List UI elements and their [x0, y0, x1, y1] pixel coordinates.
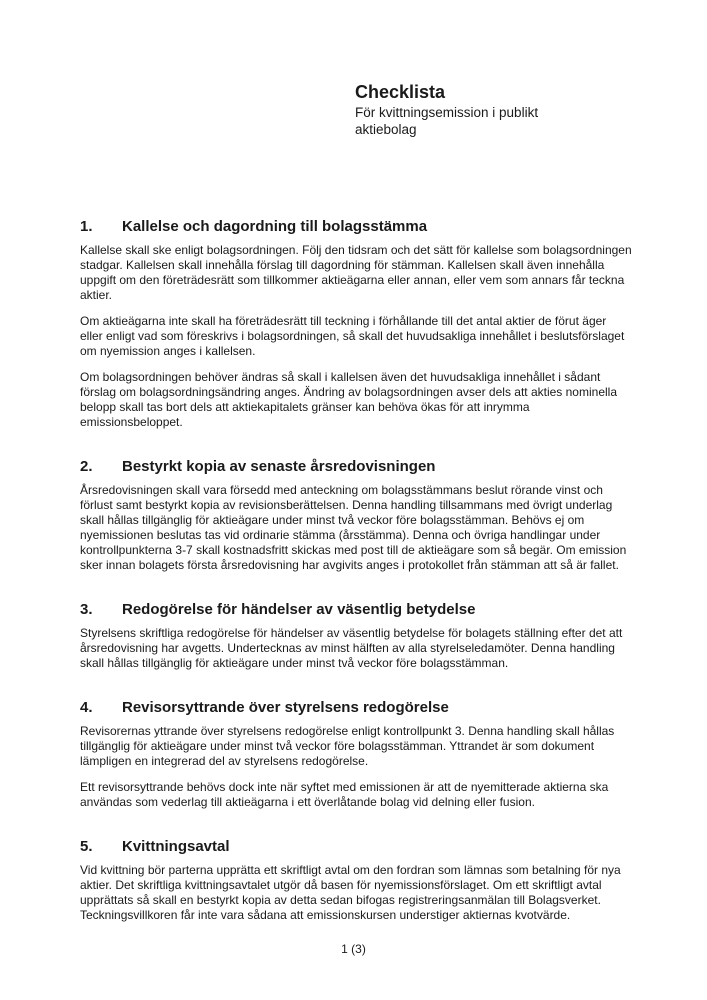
section-paragraph: Om bolagsordningen behöver ändras så skall i kallelsen även det huvudsakliga innehållet i sådant förslag om bolagsordningsändring anges. Ändring av bolagsordningen avser dels att akties nominella belopp skall tas bort dels att aktiekapitalets gränser kan behöva ökas för att inrymma emissionsbeloppet. — [80, 370, 617, 429]
section-paragraph: Styrelsens skriftliga redogörelse för händelser av väsentlig betydelse för bolagets ställning efter det att årsredovisning har avgetts. Undertecknas av minst hälften av alla styrelseledamöter. Denna handling skall hållas tillgänglig för aktieägare under minst två veckor före bolagsstämman. — [80, 626, 623, 670]
document-title: Checklista — [355, 82, 446, 102]
section-title: Kvittningsavtal — [122, 838, 230, 855]
section-title: Bestyrkt kopia av senaste årsredovisningen — [122, 458, 436, 475]
section-number: 4. — [80, 699, 93, 716]
section-5 — [80, 838, 632, 923]
page-number: 1 (3) — [341, 942, 366, 956]
section-paragraph: Ett revisorsyttrande behövs dock inte när syftet med emissionen är att de nyemitterade aktierna ska användas som vederlag till aktieägarna i ett överlåtande bolag vid delning eller fusion. — [80, 780, 609, 809]
section-5-heading — [80, 838, 632, 856]
section-paragraph: Revisorernas yttrande över styrelsens redogörelse enligt kontrollpunkt 3. Denna handling skall hållas tillgänglig för aktieägare under minst två veckor före bolagsstämman. Yttrandet är som dokument lämpligen en integrerad del av styrelsens redogörelse. — [80, 724, 615, 768]
section-1 — [80, 218, 632, 430]
section-3-heading — [80, 601, 632, 619]
section-title: Redogörelse för händelser av väsentlig betydelse — [122, 601, 476, 618]
section-paragraph: Årsredovisningen skall vara försedd med anteckning om bolagsstämmans beslut rörande vinst och förlust samt bestyrkt kopia av revisionsberättelsen. Denna handling tillsammans med övrigt underlag skall hållas tillgänglig för aktieägare under minst två veckor före bolagsstämman. Behövs ej om nyemissionen beslutas tas vid ordinarie stämma (årsstämma). Denna och övriga handlingar under kontrollpunkterna 3-7 skall kostnadsfritt skickas med post till de aktieägare som så begär. Om emission sker innan bolagets första årsredovisning har avgivits anges i protokollet från stämman att så är fallet. — [80, 483, 627, 572]
section-3 — [80, 601, 632, 671]
section-number: 5. — [80, 838, 93, 855]
section-4 — [80, 699, 632, 810]
section-paragraph: Kallelse skall ske enligt bolagsordningen. Följ den tidsram och det sätt för kallelse som bolagsordningen stadgar. Kallelsen skall innehålla förslag till dagordning för stämman. Kallelsen skall även innehålla uppgift om den företrädesrätt som tillkommer aktieägarna eller annan, eller vem som annars får teckna aktier. — [80, 243, 632, 302]
section-title: Kallelse och dagordning till bolagsstämma — [122, 218, 428, 235]
document-header — [355, 82, 575, 138]
section-paragraph: Om aktieägarna inte skall ha företrädesrätt till teckning i förhållande till det antal aktier de förut äger eller enligt vad som föreskrivs i bolagsordningen, så skall det huvudsakliga innehållet i beslutsförslaget om nyemission anges i kallelsen. — [80, 314, 625, 358]
section-1-heading — [80, 218, 632, 236]
section-2-heading — [80, 458, 632, 476]
section-title: Revisorsyttrande över styrelsens redogörelse — [122, 699, 449, 716]
section-paragraph: Vid kvittning bör parterna upprätta ett skriftligt avtal om den fordran som lämnas som betalning för nya aktier. Det skriftliga kvittningsavtalet utgör då basen för nyemissionsförslaget. Om ett skriftligt avtal upprättats så skall en bestyrkt kopia av detta sedan bifogas registreringsanmälan till Bolagsverket. Teckningsvillkoren får inte vara sådana att emissionskursen understiger aktiernas kvotvärde. — [80, 863, 621, 922]
section-number: 2. — [80, 458, 93, 475]
section-number: 3. — [80, 601, 93, 618]
section-number: 1. — [80, 218, 93, 235]
document-subtitle: För kvittningsemission i publikt aktiebolag — [355, 105, 539, 137]
section-2 — [80, 458, 632, 573]
document-body — [80, 218, 632, 951]
section-4-heading — [80, 699, 632, 717]
